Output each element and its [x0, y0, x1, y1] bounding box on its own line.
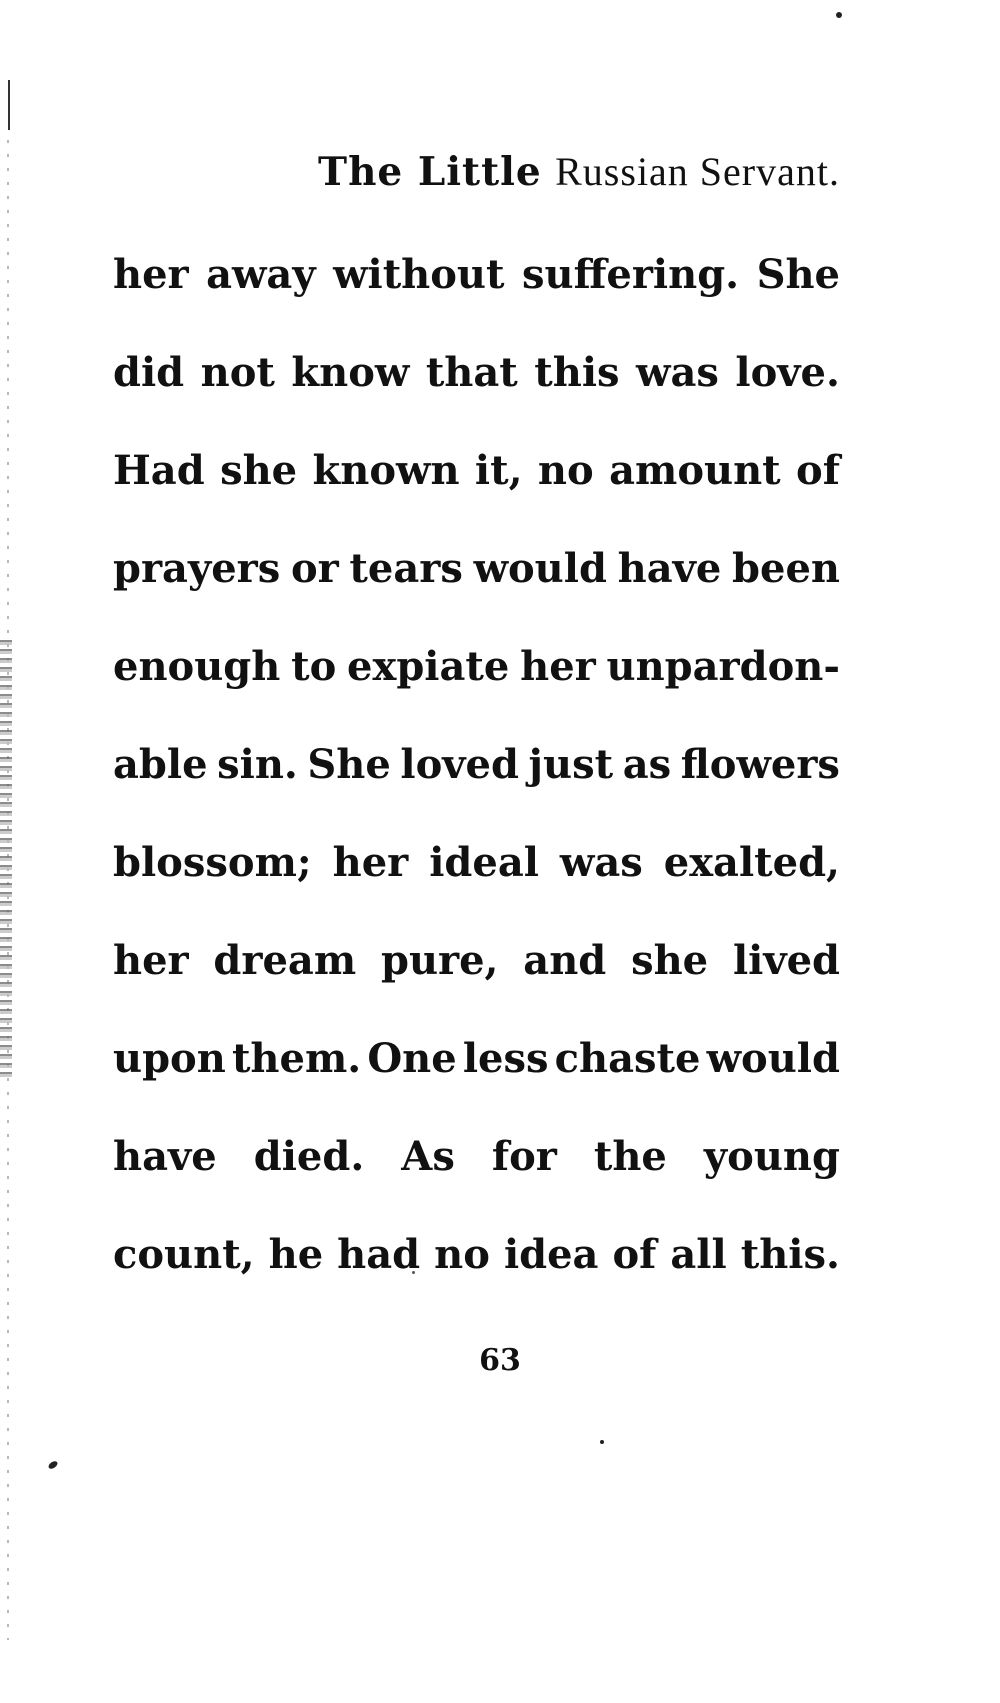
word: upon: [113, 1035, 226, 1082]
word: her: [332, 839, 409, 886]
word: had: [337, 1231, 421, 1278]
text-line: [113, 1029, 840, 1127]
running-head-title-light: Russian Servant.: [555, 149, 840, 194]
word: her: [113, 251, 189, 298]
word: know: [291, 349, 410, 396]
word: dream: [213, 937, 357, 984]
word: able: [113, 741, 208, 788]
word: prayers: [113, 545, 281, 592]
word: he: [268, 1231, 324, 1278]
word: flowers: [680, 741, 840, 788]
text-line: [113, 833, 840, 931]
ink-speck: [600, 1440, 604, 1444]
word: to: [291, 643, 337, 690]
text-line: [113, 539, 840, 637]
word: She: [756, 251, 840, 298]
ink-speck: [47, 1460, 59, 1471]
word: count,: [113, 1231, 255, 1278]
word: have: [617, 545, 722, 592]
word: sin.: [217, 741, 298, 788]
word: her: [113, 937, 189, 984]
word: would: [706, 1035, 840, 1082]
word: less: [462, 1035, 549, 1082]
word: would: [473, 545, 607, 592]
text-line: [113, 735, 840, 833]
word: blossom;: [113, 839, 312, 886]
page-number: 63: [479, 1343, 521, 1378]
word: was: [636, 349, 719, 396]
word: unpardon-: [606, 643, 840, 690]
word: of: [796, 447, 840, 494]
word: no: [434, 1231, 490, 1278]
running-head: [318, 148, 840, 195]
word: love.: [735, 349, 840, 396]
text-line: [113, 245, 840, 343]
word: lived: [732, 937, 840, 984]
word: exalted,: [663, 839, 840, 886]
body-text: [113, 245, 840, 1323]
word: died.: [253, 1133, 365, 1180]
text-line: [113, 1225, 840, 1323]
word: pure,: [380, 937, 499, 984]
word: or: [290, 545, 339, 592]
ink-speck: [836, 12, 842, 18]
word: expiate: [347, 643, 510, 690]
word: and: [523, 937, 607, 984]
word: known: [312, 447, 460, 494]
text-line: [113, 1127, 840, 1225]
word: for: [491, 1133, 557, 1180]
word: As: [401, 1133, 455, 1180]
word: of: [612, 1231, 657, 1278]
word: she: [220, 447, 298, 494]
word: have: [113, 1133, 217, 1180]
word: her: [520, 643, 596, 690]
word: it,: [474, 447, 523, 494]
text-line: [113, 637, 840, 735]
word: without: [333, 251, 505, 298]
scan-edge-line: [8, 80, 10, 130]
word: She: [307, 741, 391, 788]
word: chaste: [554, 1035, 701, 1082]
word: young: [703, 1133, 840, 1180]
word: enough: [113, 643, 281, 690]
word: did: [113, 349, 185, 396]
word: been: [732, 545, 840, 592]
running-head-title-bold: The Little: [318, 149, 542, 195]
word: loved: [400, 741, 519, 788]
word: all: [670, 1231, 727, 1278]
word: tears: [349, 545, 463, 592]
word: she: [631, 937, 709, 984]
text-line: [113, 343, 840, 441]
word: suffering.: [521, 251, 740, 298]
text-line: [113, 441, 840, 539]
scan-edge-band: [0, 640, 12, 1080]
word: ideal: [429, 839, 539, 886]
text-line: [113, 931, 840, 1029]
word: the: [593, 1133, 667, 1180]
word: Had: [113, 447, 205, 494]
word: that: [425, 349, 518, 396]
word: this: [534, 349, 620, 396]
word: idea: [503, 1231, 599, 1278]
word: as: [622, 741, 672, 788]
word: was: [559, 839, 643, 886]
word: amount: [609, 447, 781, 494]
word: just: [528, 741, 614, 788]
word: no: [537, 447, 594, 494]
word: this.: [740, 1231, 840, 1278]
word: not: [200, 349, 275, 396]
word: One: [367, 1035, 457, 1082]
word: them.: [231, 1035, 362, 1082]
word: away: [206, 251, 316, 298]
